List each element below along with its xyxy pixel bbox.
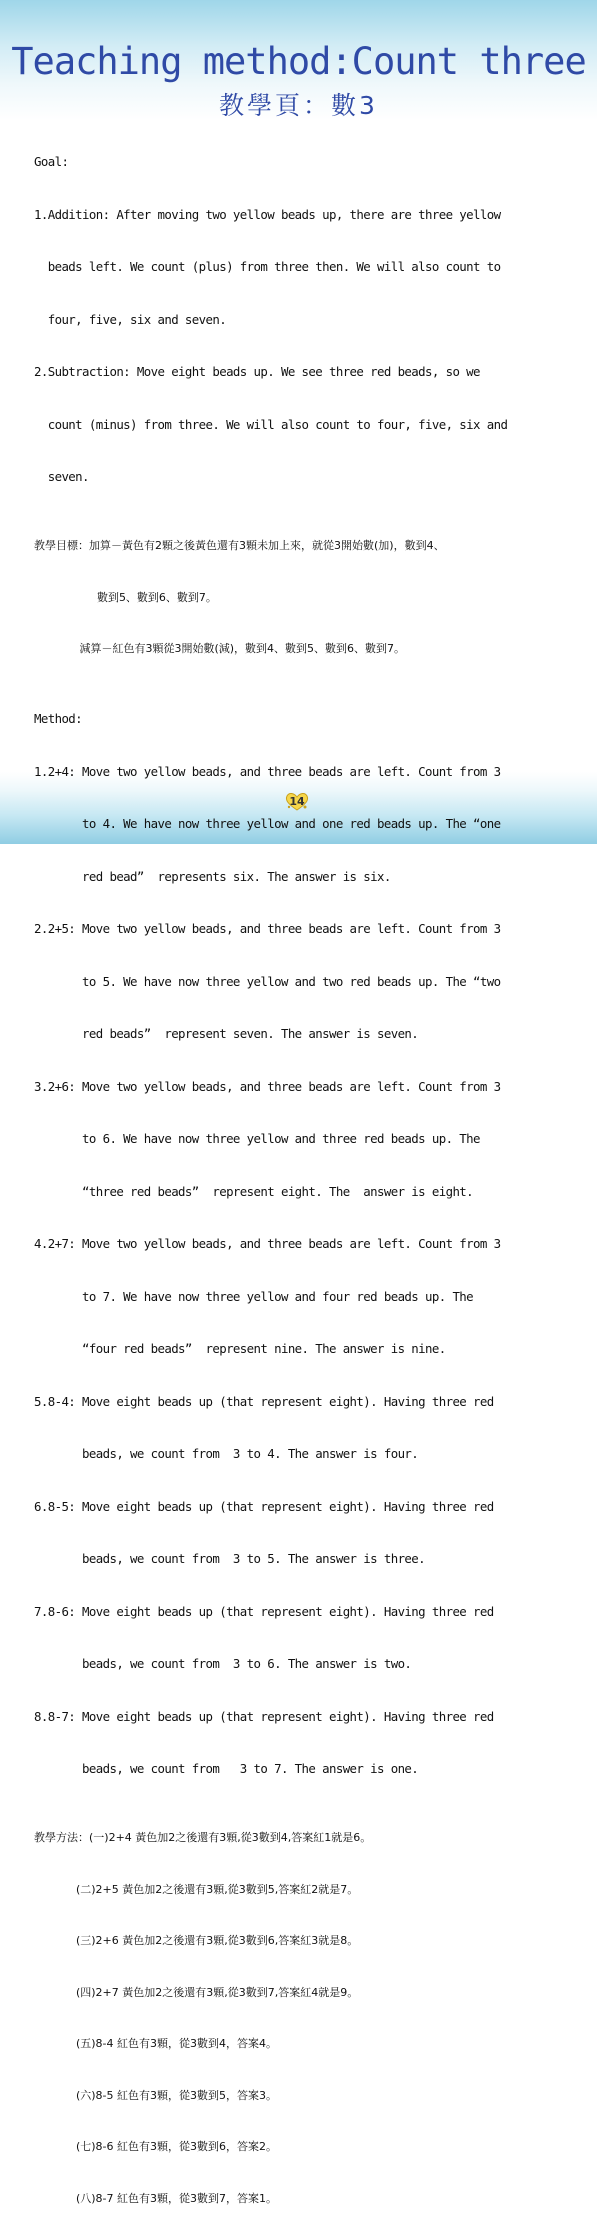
method-line: to 4. We have now three yellow and one red beads up. The “one <box>34 816 501 831</box>
goal-heading: Goal: <box>34 154 69 169</box>
goal-line: four, five, six and seven. <box>34 311 227 327</box>
method-line: 3.2+6: Move two yellow beads, and three beads are left. Count from 3 <box>34 1078 501 1094</box>
goal-cn-line: 數到5、數到6、數到7。 <box>34 590 217 604</box>
method-line: 5.8-4: Move eight beads up (that represent eight). Having three red <box>34 1393 494 1409</box>
method-cn-line: (三)2+6 黃色加2之後還有3顆,從3數到6,答案紅3就是8。 <box>34 1934 359 1947</box>
method-line: 2.2+5: Move two yellow beads, and three beads are left. Count from 3 <box>34 921 501 936</box>
method-cn-line: (二)2+5 黃色加2之後還有3顆,從3數到5,答案紅2就是7。 <box>34 1882 359 1896</box>
page-title: Teaching method:Count three <box>11 40 586 83</box>
method-line: “three red beads” represent eight. The answer is eight. <box>34 1183 474 1199</box>
method-line: red beads” represent seven. The answer is seven. <box>34 1026 419 1041</box>
goal-line: count (minus) from three. We will also count to four, five, six and <box>34 416 508 432</box>
goal-line: 1.Addition: After moving two yellow beads up, there are three yellow <box>34 206 501 222</box>
method-line: 8.8-7: Move eight beads up (that represent eight). Having three red <box>34 1708 494 1724</box>
method-cn-line: (七)8-6 紅色有3顆，從3數到6，答案2。 <box>34 2140 277 2153</box>
method-line: beads, we count from 3 to 6. The answer is two. <box>34 1656 412 1671</box>
goal-line: seven. <box>34 469 89 484</box>
method-line: to 5. We have now three yellow and two red beads up. The “two <box>34 973 501 989</box>
method-line: 6.8-5: Move eight beads up (that represent eight). Having three red <box>34 1498 494 1514</box>
content-body <box>34 118 564 2225</box>
method-line: beads, we count from 3 to 7. The answer is one. <box>34 1761 419 1776</box>
method-line: 4.2+7: Move two yellow beads, and three beads are left. Count from 3 <box>34 1236 501 1251</box>
goal-cn-line: 教學目標：加算－黃色有2顆之後黃色還有3顆未加上來，就從3開始數(加)，數到4、 <box>34 539 445 552</box>
method-line: 1.2+4: Move two yellow beads, and three beads are left. Count from 3 <box>34 763 501 779</box>
method-line: red bead” represents six. The answer is six. <box>34 868 391 884</box>
method-cn-line: 教學方法：(一)2+4 黃色加2之後還有3顆,從3數到4,答案紅1就是6。 <box>34 1831 372 1844</box>
goal-cn-line: 減算－紅色有3顆從3開始數(減)，數到4、數到5、數到6、數到7。 <box>34 642 406 655</box>
page-number: 14 <box>289 795 305 808</box>
page-subtitle: 教學頁：數3 <box>219 91 378 120</box>
method-line: beads, we count from 3 to 5. The answer is three. <box>34 1551 426 1566</box>
method-heading: Method: <box>34 711 83 726</box>
method-cn-line: (五)8-4 紅色有3顆，從3數到4，答案4。 <box>34 2037 277 2050</box>
method-line: “four red beads” represent nine. The answer is nine. <box>34 1341 446 1356</box>
method-line: 7.8-6: Move eight beads up (that represent eight). Having three red <box>34 1603 494 1619</box>
method-cn-line: (六)8-5 紅色有3顆，從3數到5，答案3。 <box>34 2088 277 2102</box>
goal-line: beads left. We count (plus) from three then. We will also count to <box>34 259 501 274</box>
method-line: to 7. We have now three yellow and four red beads up. The <box>34 1288 474 1304</box>
method-cn-line: (四)2+7 黃色加2之後還有3顆,從3數到7,答案紅4就是9。 <box>34 1985 359 1999</box>
method-cn-line: (八)8-7 紅色有3顆，從3數到7，答案1。 <box>34 2191 277 2205</box>
method-line: beads, we count from 3 to 4. The answer is four. <box>34 1446 419 1461</box>
method-line: to 6. We have now three yellow and three red beads up. The <box>34 1131 480 1146</box>
goal-line: 2.Subtraction: Move eight beads up. We see three red beads, so we <box>34 364 480 379</box>
